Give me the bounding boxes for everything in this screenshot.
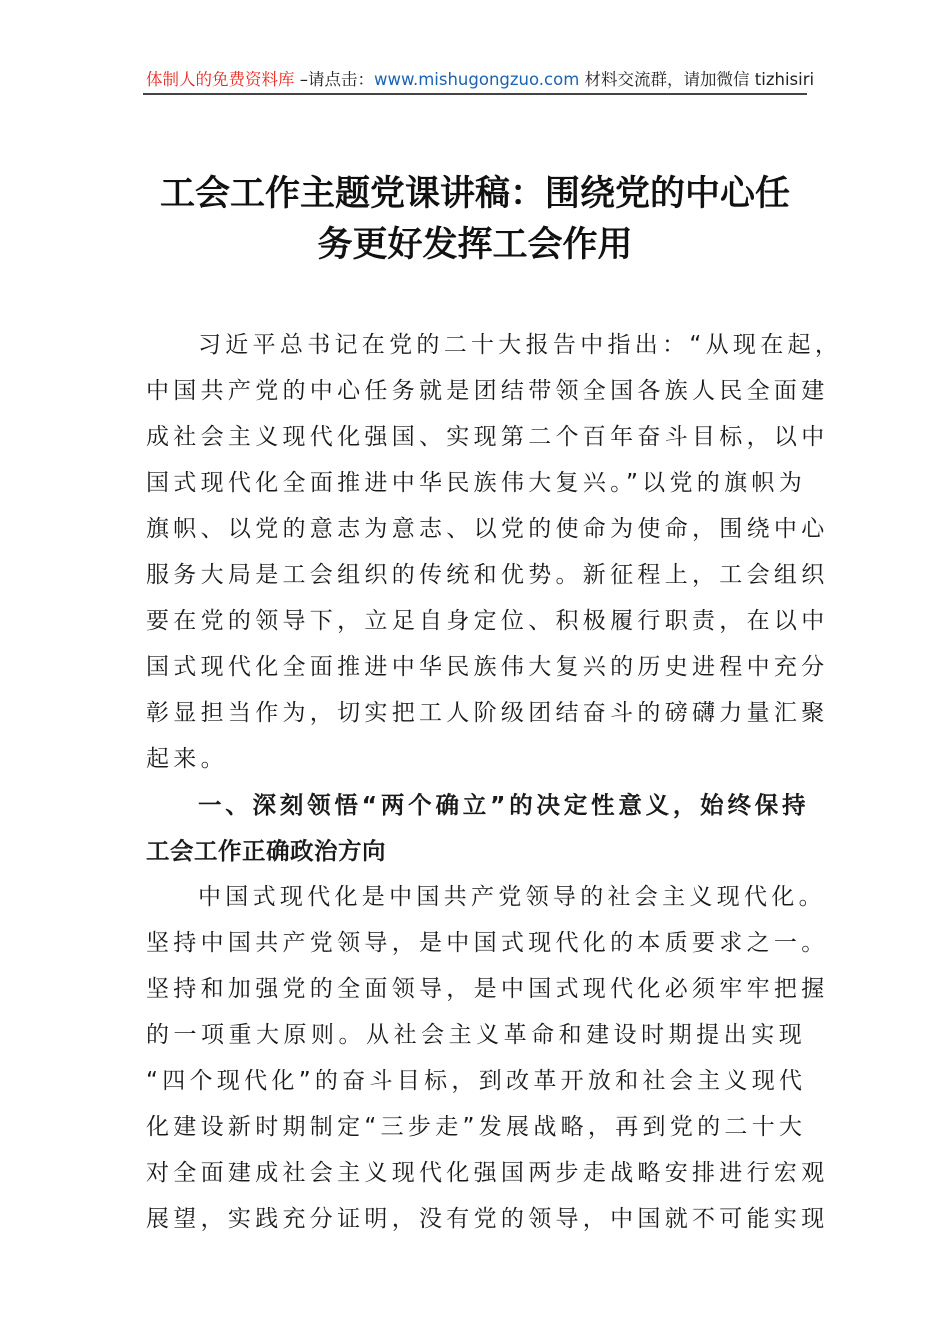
- heading-line: 工会工作正确政治方向: [146, 837, 386, 865]
- header-divider: [143, 93, 807, 95]
- header-suffix: 材料交流群，请加微信 tizhisiri: [579, 70, 815, 89]
- text-line: 起来。: [146, 746, 228, 772]
- paragraph-intro: [146, 326, 843, 786]
- text-line: 彰显担当作为，切实把工人阶级团结奋斗的磅礴力量汇聚: [146, 700, 829, 726]
- site-url-link[interactable]: www.mishugongzuo.com: [374, 70, 580, 89]
- text-line: 旗帜、以党的意志为意志、以党的使命为使命，围绕中心: [146, 516, 829, 542]
- section-heading-1: [146, 786, 806, 878]
- text-line: 习近平总书记在党的二十大报告中指出：“从现在起，: [198, 332, 843, 358]
- text-line: 的一项重大原则。从社会主义革命和建设时期提出实现: [146, 1022, 806, 1048]
- text-line: 对全面建成社会主义现代化强国两步走战略安排进行宏观: [146, 1160, 829, 1186]
- text-line: 中国共产党的中心任务就是团结带领全国各族人民全面建: [146, 378, 829, 404]
- document-body: [146, 326, 843, 1246]
- text-line: “四个现代化”的奋斗目标，到改革开放和社会主义现代: [146, 1068, 807, 1094]
- header-prompt: –请点击：: [294, 70, 374, 89]
- text-line: 国式现代化全面推进中华民族伟大复兴的历史进程中充分: [146, 654, 829, 680]
- text-line: 服务大局是工会组织的传统和优势。新征程上，工会组织: [146, 562, 829, 588]
- text-line: 坚持中国共产党领导，是中国式现代化的本质要求之一。: [146, 930, 829, 956]
- title-line: 务更好发挥工会作用: [317, 224, 633, 265]
- text-line: 化建设新时期制定“三步走”发展战略，再到党的二十大: [146, 1114, 807, 1140]
- watermark-header: [146, 68, 815, 92]
- site-name: 体制人的免费资料库: [146, 70, 295, 89]
- text-line: 坚持和加强党的全面领导，是中国式现代化必须牢牢把握: [146, 976, 829, 1002]
- title-line: 工会工作主题党课讲稿：围绕党的中心任: [159, 173, 790, 214]
- text-line: 中国式现代化是中国共产党领导的社会主义现代化。: [198, 884, 826, 910]
- text-line: 展望，实践充分证明，没有党的领导，中国就不可能实现: [146, 1206, 829, 1232]
- text-line: 国式现代化全面推进中华民族伟大复兴。”以党的旗帜为: [146, 470, 806, 496]
- text-line: 成社会主义现代化强国、实现第二个百年奋斗目标，以中: [146, 424, 829, 450]
- document-title: [140, 168, 810, 270]
- heading-line: 一、深刻领悟“两个确立”的决定性意义，始终保持: [198, 791, 806, 819]
- text-line: 要在党的领导下，立足自身定位、积极履行职责，在以中: [146, 608, 829, 634]
- paragraph-section-1: [146, 878, 829, 1246]
